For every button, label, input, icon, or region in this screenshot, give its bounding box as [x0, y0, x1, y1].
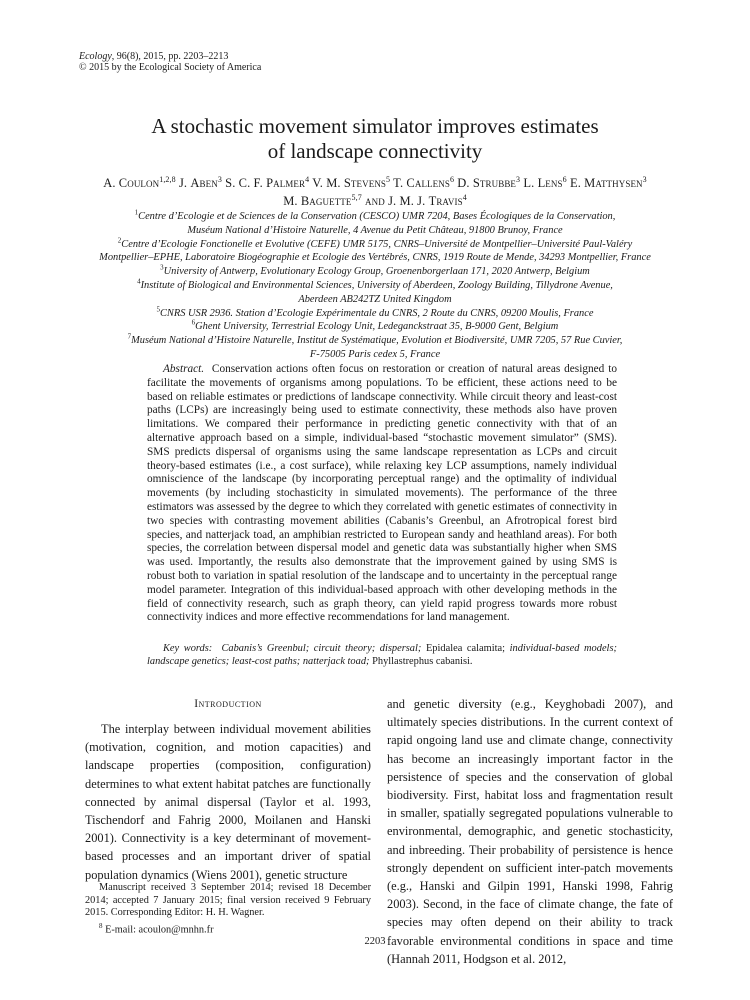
right-column — [387, 695, 673, 968]
abstract-label: Abstract. — [163, 363, 205, 375]
abstract — [147, 363, 617, 625]
keywords: Key words: Cabanis’s Greenbul; circuit theory; dispersal; Epidalea calamita; individual-based models; landscape genetics; least-cost paths; natterjack toad; Phyllastrephus cabanisi. — [147, 643, 617, 668]
author-list — [60, 174, 690, 210]
affiliation-line: $^1$Centre d’Ecologie et de Sciences de la Conservation (CESCO) UMR 7204, Bases Écologiques de la Conservation, — [134, 208, 616, 222]
affiliation-line: $^7$Muséum National d’Histoire Naturelle, Institut de Systématique, Evolution et Biodiversité, UMR 7205, 57 Rue Cuvier, — [127, 332, 623, 347]
journal-citation: Ecology, 96(8), 2015, pp. 2203–2213 — [79, 51, 229, 62]
journal-copyright: © 2015 by the Ecological Society of America — [79, 62, 262, 73]
page-number: 2203 — [364, 936, 386, 947]
corresponding-email: $^8$ E-mail: acoulon@mnhn.fr — [99, 921, 214, 935]
footnote — [85, 882, 371, 936]
affiliation-line: Muséum National d’Histoire Naturelle, 4 Avenue du Petit Château, 91800 Brunoy, France — [187, 224, 563, 236]
author-name: V. M. Stevens$^5$ — [312, 174, 391, 190]
abstract-text: Conservation actions often focus on restoration or creation of natural areas designed to facilitate the movements of organisms among populations. To be efficient, these actions need to be based on reliable estimates or predictions of landscape connectivity. While circuit theory and least-cost paths (LCPs) are increasingly being used to estimate connectivity, these methods also have proven limitations. We compared their performance in predicting genetic connectivity with that of an alternative approach based on a simple, individual-based “stochastic movement simulator” (SMS). SMS predicts dispersal of organisms using the same landscape representation as LCPs and circuit theory-based estimates (i.e., a cost surface), while relaxing key LCP assumptions, namely individual omniscience of the landscape (by incorporating perceptual range) and the optimality of individual movements (by including stochasticity in simulated movements). The performance of the three estimators was assessed by the degree to which they correlated with genetic estimates of connectivity in two species with contrasting movement abilities (Cabanis’s Greenbul, an Afrotropical forest bird species, and natterjack toad, an amphibian restricted to European sandy and heathland areas). For both species, the correlation between dispersal model and genetic data was substantially higher when SMS was used. Importantly, the results also demonstrate that the improvement gained by using SMS is robust both to variation in spatial resolution of the landscape and to uncertainty in the perceptual range model parameter. Integration of this individual-based approach with other developing methods in the field of connectivity research, such as graph theory, can yield rapid progress towards more robust connectivity indices and more effective recommendations for land management. — [147, 363, 617, 624]
affiliation-line: Aberdeen AB242TZ United Kingdom — [298, 293, 452, 305]
affiliations — [60, 210, 690, 362]
author-name: and — [365, 194, 385, 208]
author-name: J. Aben$^3$ — [178, 174, 222, 190]
author-name: S. C. F. Palmer$^4$ — [225, 174, 310, 190]
author-name: J. M. J. Travis$^4$ — [388, 192, 467, 208]
intro-paragraph-left: The interplay between individual movement abilities (motivation, cognition, and motion capacities) and landscape properties (composition, configuration) determines to what extent habitat patches are functionally connected by animal dispersal (Taylor et al. 1993, Tischendorf and Fahrig 2000, Moilanen and Hanski 2001). Connectivity is a key determinant of movement-based processes and an important driver of spatial population dynamics (Wiens 2001), genetic structure — [85, 722, 371, 882]
title-line: of landscape connectivity — [267, 139, 483, 163]
section-heading-introduction: Introduction — [194, 698, 262, 710]
author-name: A. Coulon$^{1,2,8}$ — [103, 174, 176, 190]
author-name: E. Matthysen$^3$ — [569, 174, 647, 190]
author-name: D. Strubbe$^3$ — [457, 174, 521, 190]
article-title — [60, 114, 690, 164]
affiliation-line: F-75005 Paris cedex 5, France — [309, 348, 441, 360]
title-line: A stochastic movement simulator improves estimates — [151, 114, 599, 138]
author-name: L. Lens$^6$ — [523, 174, 567, 190]
affiliation-line: Montpellier–EPHE, Laboratoire Biogéographie et Ecologie des Vertébrés, CNRS, 1919 Route de Mende, 34293 Montpellier, France — [99, 252, 651, 264]
manuscript-history: Manuscript received 3 September 2014; revised 18 December 2014; accepted 7 January 2015; final version received 9 February 2015. Corresponding Editor: H. H. Wagner. — [85, 882, 371, 918]
intro-paragraph-right: and genetic diversity (e.g., Keyghobadi 2007), and ultimately species distributions. In the current context of rapid ongoing land use and climate change, connectivity has become an increasingly important factor in the persistence of species and the conservation of global biodiversity. First, habitat loss and fragmentation result in smaller, spatially segregated populations vulnerable to environmental, demographic, and genetic stochasticity, and inbreeding. Their probability of persistence is hence strongly dependent on sufficient inter-patch movements (e.g., Hanski and Gilpin 1991, Hanski 1998, Fahrig 2003). Second, in the face of climate change, the fate of species may often depend on their ability to track favorable environmental conditions in space and time (Hannah 2011, Hodgson et al. 2012, — [387, 697, 673, 966]
author-name: T. Callens$^6$ — [393, 174, 455, 190]
journal-header — [79, 51, 261, 73]
keywords-label: Key words: — [163, 643, 213, 654]
affiliation-line: $^6$Ghent University, Terrestrial Ecology Unit, Ledeganckstraat 35, B-9000 Gent, Belgium — [191, 318, 559, 333]
affiliation-line: $^2$Centre d’Ecologie Fonctionelle et Evolutive (CEFE) UMR 5175, CNRS–Université de Montpellier–Université Paul-Valéry — [117, 236, 633, 250]
author-line — [60, 174, 690, 192]
author-name: M. Baguette$^{5,7}$ — [283, 192, 362, 208]
author-line — [60, 192, 690, 210]
abstract-paragraph — [147, 363, 617, 625]
affiliation-line: $^5$CNRS USR 2936. Station d’Ecologie Expérimentale du CNRS, 2 Route du CNRS, 09200 Moulis, France — [156, 305, 594, 319]
affiliation-line: $^3$University of Antwerp, Evolutionary Ecology Group, Groenenborgerlaan 171, 2020 Antwerp, Belgium — [160, 263, 590, 278]
left-column — [85, 697, 371, 884]
affiliation-line: $^4$Institute of Biological and Environmental Sciences, University of Aberdeen, Zoology Building, Tillydrone Avenue, — [137, 277, 613, 291]
